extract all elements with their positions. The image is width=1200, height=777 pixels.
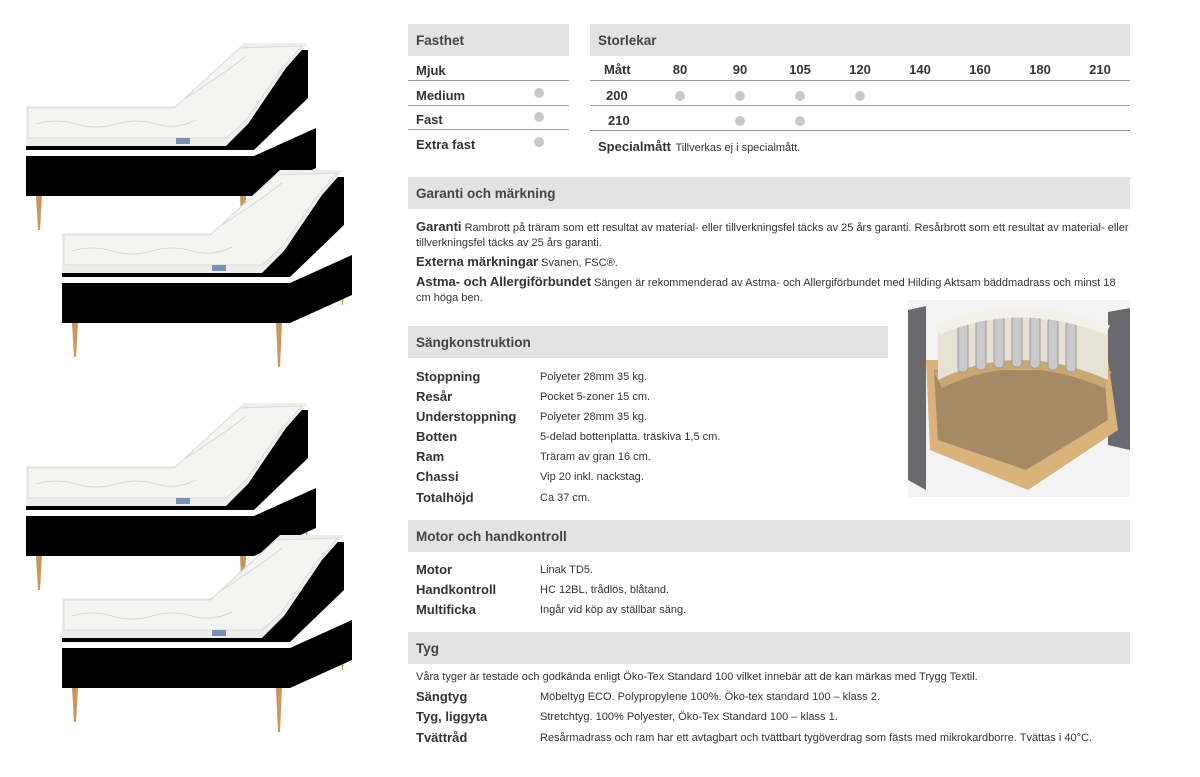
firmness-label-medium: Medium — [416, 88, 466, 103]
size-dot-210-105 — [795, 116, 805, 126]
warranty-external-label: Externa märkningar — [416, 254, 539, 269]
construction-value-understoppning: Polyeter 28mm 35 kg. — [540, 411, 647, 423]
warranty-external-text: Svanen, FSC®. — [541, 257, 618, 269]
construction-label-chassi: Chassi — [416, 469, 459, 484]
warranty-guarantee — [416, 219, 1130, 251]
bed-navy-image — [62, 535, 352, 732]
size-dot-200-120 — [855, 91, 865, 101]
motor-label-handkontroll: Handkontroll — [416, 582, 497, 597]
construction-value-totalhojd: Ca 37 cm. — [540, 492, 591, 504]
construction-value-stoppning: Polyeter 28mm 35 kg. — [540, 371, 647, 383]
fabric-label-tvattrad: Tvättråd — [416, 730, 468, 745]
size-width-210: 210 — [1089, 62, 1111, 77]
firmness-label-extra-fast: Extra fast — [416, 137, 476, 152]
firmness-label-fast: Fast — [416, 112, 443, 127]
sizes-header: Storlekar — [590, 24, 1130, 56]
construction-label-stoppning: Stoppning — [416, 369, 481, 384]
special-size-label: Specialmått — [598, 139, 671, 154]
fabric-label-tyg-liggyta: Tyg, liggyta — [416, 709, 488, 724]
firmness-header: Fasthet — [408, 24, 569, 56]
warranty-external — [416, 254, 1130, 271]
fabric-label-sangtyg: Sängtyg — [416, 689, 468, 704]
fabric-value-tvattrad: Resårmadrass och ram har ett avtagbart och tvättbart tygöverdrag som fästs med mikrokardborre. Tvättas i 40°C. — [540, 732, 1092, 744]
size-length-210: 210 — [608, 113, 630, 128]
warranty-header: Garanti och märkning — [408, 177, 1130, 209]
construction-label-totalhojd: Totalhöjd — [416, 490, 474, 505]
bed-light-grey-image — [62, 170, 352, 367]
motor-value-handkontroll: HC 12BL, trådlös, blåtand. — [540, 584, 670, 596]
construction-value-botten: 5-delad bottenplatta. träskiva 1,5 cm. — [540, 431, 721, 443]
size-width-180: 180 — [1029, 62, 1051, 77]
construction-label-understoppning: Understoppning — [416, 409, 517, 424]
size-width-90: 90 — [732, 62, 748, 77]
size-width-105: 105 — [789, 62, 811, 77]
motor-value-motor: Linak TD5. — [540, 564, 593, 576]
size-dot-200-105 — [795, 91, 805, 101]
construction-value-chassi: Vip 20 inkl. nackstag. — [540, 471, 644, 483]
fabric-header: Tyg — [408, 632, 1130, 664]
size-dot-210-90 — [735, 116, 745, 126]
firmness-dot-fast — [534, 112, 544, 122]
sizes-col-label: Mått — [604, 62, 631, 77]
size-dot-200-80 — [675, 91, 685, 101]
motor-label-motor: Motor — [416, 562, 453, 577]
special-size-text: Tillverkas ej i specialmått. — [675, 142, 801, 154]
size-length-200: 200 — [606, 88, 628, 103]
construction-label-resar: Resår — [416, 389, 453, 404]
motor-value-multificka: Ingår vid köp av ställbar säng. — [540, 604, 687, 616]
construction-value-ram: Träram av gran 16 cm. — [540, 451, 651, 463]
warranty-asthma-label: Astma- och Allergiförbundet — [416, 274, 592, 289]
warranty-guarantee-label: Garanti — [416, 219, 462, 234]
construction-header: Sängkonstruktion — [408, 326, 888, 358]
construction-label-ram: Ram — [416, 449, 445, 464]
bed-images — [0, 0, 400, 777]
construction-value-resar: Pocket 5-zoner 15 cm. — [540, 391, 651, 403]
firmness-dot-medium — [534, 88, 544, 98]
size-width-120: 120 — [849, 62, 871, 77]
warranty-guarantee-text: Rambrott på träram som ett resultat av material- eller tillverkningsfel täcks av 25 års garanti. Resårbrott som ett resultat av material- eller tillverkningsfel täcks av 25 års garanti. — [416, 222, 1129, 249]
size-width-140: 140 — [909, 62, 931, 77]
size-width-160: 160 — [969, 62, 991, 77]
warranty-asthma-text: Sängen är rekommenderad av Astma- och Allergiförbundet med Hilding Aktsam bäddmadrass och minst 18 cm höga ben. — [416, 277, 1116, 304]
mattress-cross-section-image — [908, 300, 1130, 497]
motor-label-multificka: Multificka — [416, 602, 476, 617]
fabric-value-tyg-liggyta: Stretchtyg. 100% Polyester, Öko-Tex Standard 100 – klass 1. — [540, 711, 838, 723]
size-dot-200-90 — [735, 91, 745, 101]
firmness-dot-extra-fast — [534, 137, 544, 147]
construction-label-botten: Botten — [416, 429, 458, 444]
motor-header: Motor och handkontroll — [408, 520, 1130, 552]
special-size-line — [598, 138, 800, 156]
size-width-80: 80 — [672, 62, 688, 77]
fabric-value-sangtyg: Möbeltyg ECO. Polypropylene 100%. Öko-tex standard 100 – klass 2. — [540, 691, 880, 703]
firmness-label-mjuk: Mjuk — [416, 63, 446, 78]
fabric-intro: Våra tyger är testade och godkända enligt Öko-Tex Standard 100 vilket innebär att de kan märkas med Trygg Textil. — [416, 671, 978, 683]
